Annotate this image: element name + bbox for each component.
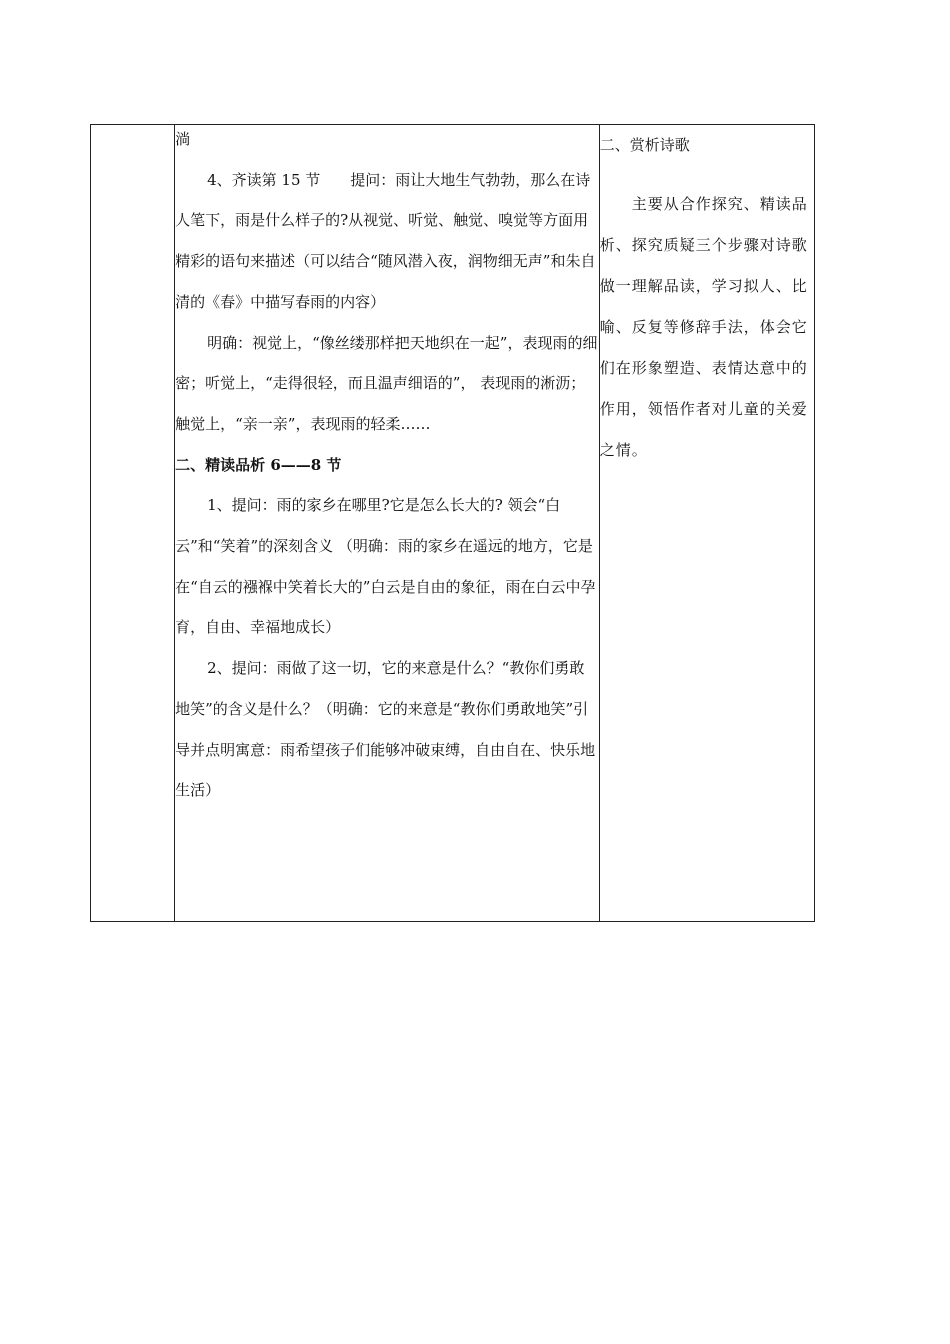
continuation-text: 淌 xyxy=(175,130,191,148)
teaching-process-cell xyxy=(175,125,600,922)
empty-cell xyxy=(91,125,175,922)
question-1-paragraph: 1、提问：雨的家乡在哪里?它是怎么长大的? 领会“白云”和“笑着”的深刻含义 （明确：雨的家乡在遥远的地方，它是在“自云的襁褓中笑着长大的”白云是自由的象征，雨在白云中孕育，自由、幸福地成长） xyxy=(175,496,596,637)
answer-paragraph: 明确：视觉上，“像丝缕那样把天地织在一起”，表现雨的细密；听觉上，“走得很轻，而且温声细语的”， 表现雨的淅沥；触觉上，“亲一亲”，表现雨的轻柔…… xyxy=(175,333,598,433)
question-2-paragraph: 2、提问：雨做了这一切，它的来意是什么？“教你们勇敢地笑”的含义是什么？（明确：它的来意是“教你们勇敢地笑”引导并点明寓意：雨希望孩子们能够冲破束缚，自由自在、快乐地生活） xyxy=(175,659,596,800)
table-row xyxy=(91,125,815,922)
step-4-paragraph: 4、齐读第 15 节 提问：雨让大地生气勃勃，那么在诗人笔下，雨是什么样子的?从视觉、听觉、触觉、嗅觉等方面用精彩的语句来描述（可以结合“随风潜入夜，润物细无声”和朱自清的《春》中描写春雨的内容） xyxy=(175,170,596,311)
design-intent-cell xyxy=(599,125,814,922)
side-body: 主要从合作探究、精读品析、探究质疑三个步骤对诗歌做一理解品读，学习拟人、比喻、反复等修辞手法，体会它们在形象塑造、表情达意中的作用，领悟作者对儿童的关爱之情。 xyxy=(599,195,808,459)
lesson-plan-table xyxy=(90,124,815,922)
section-heading: 二、精读品析 6——8 节 xyxy=(175,455,342,474)
side-heading: 二、赏析诗歌 xyxy=(599,136,690,154)
